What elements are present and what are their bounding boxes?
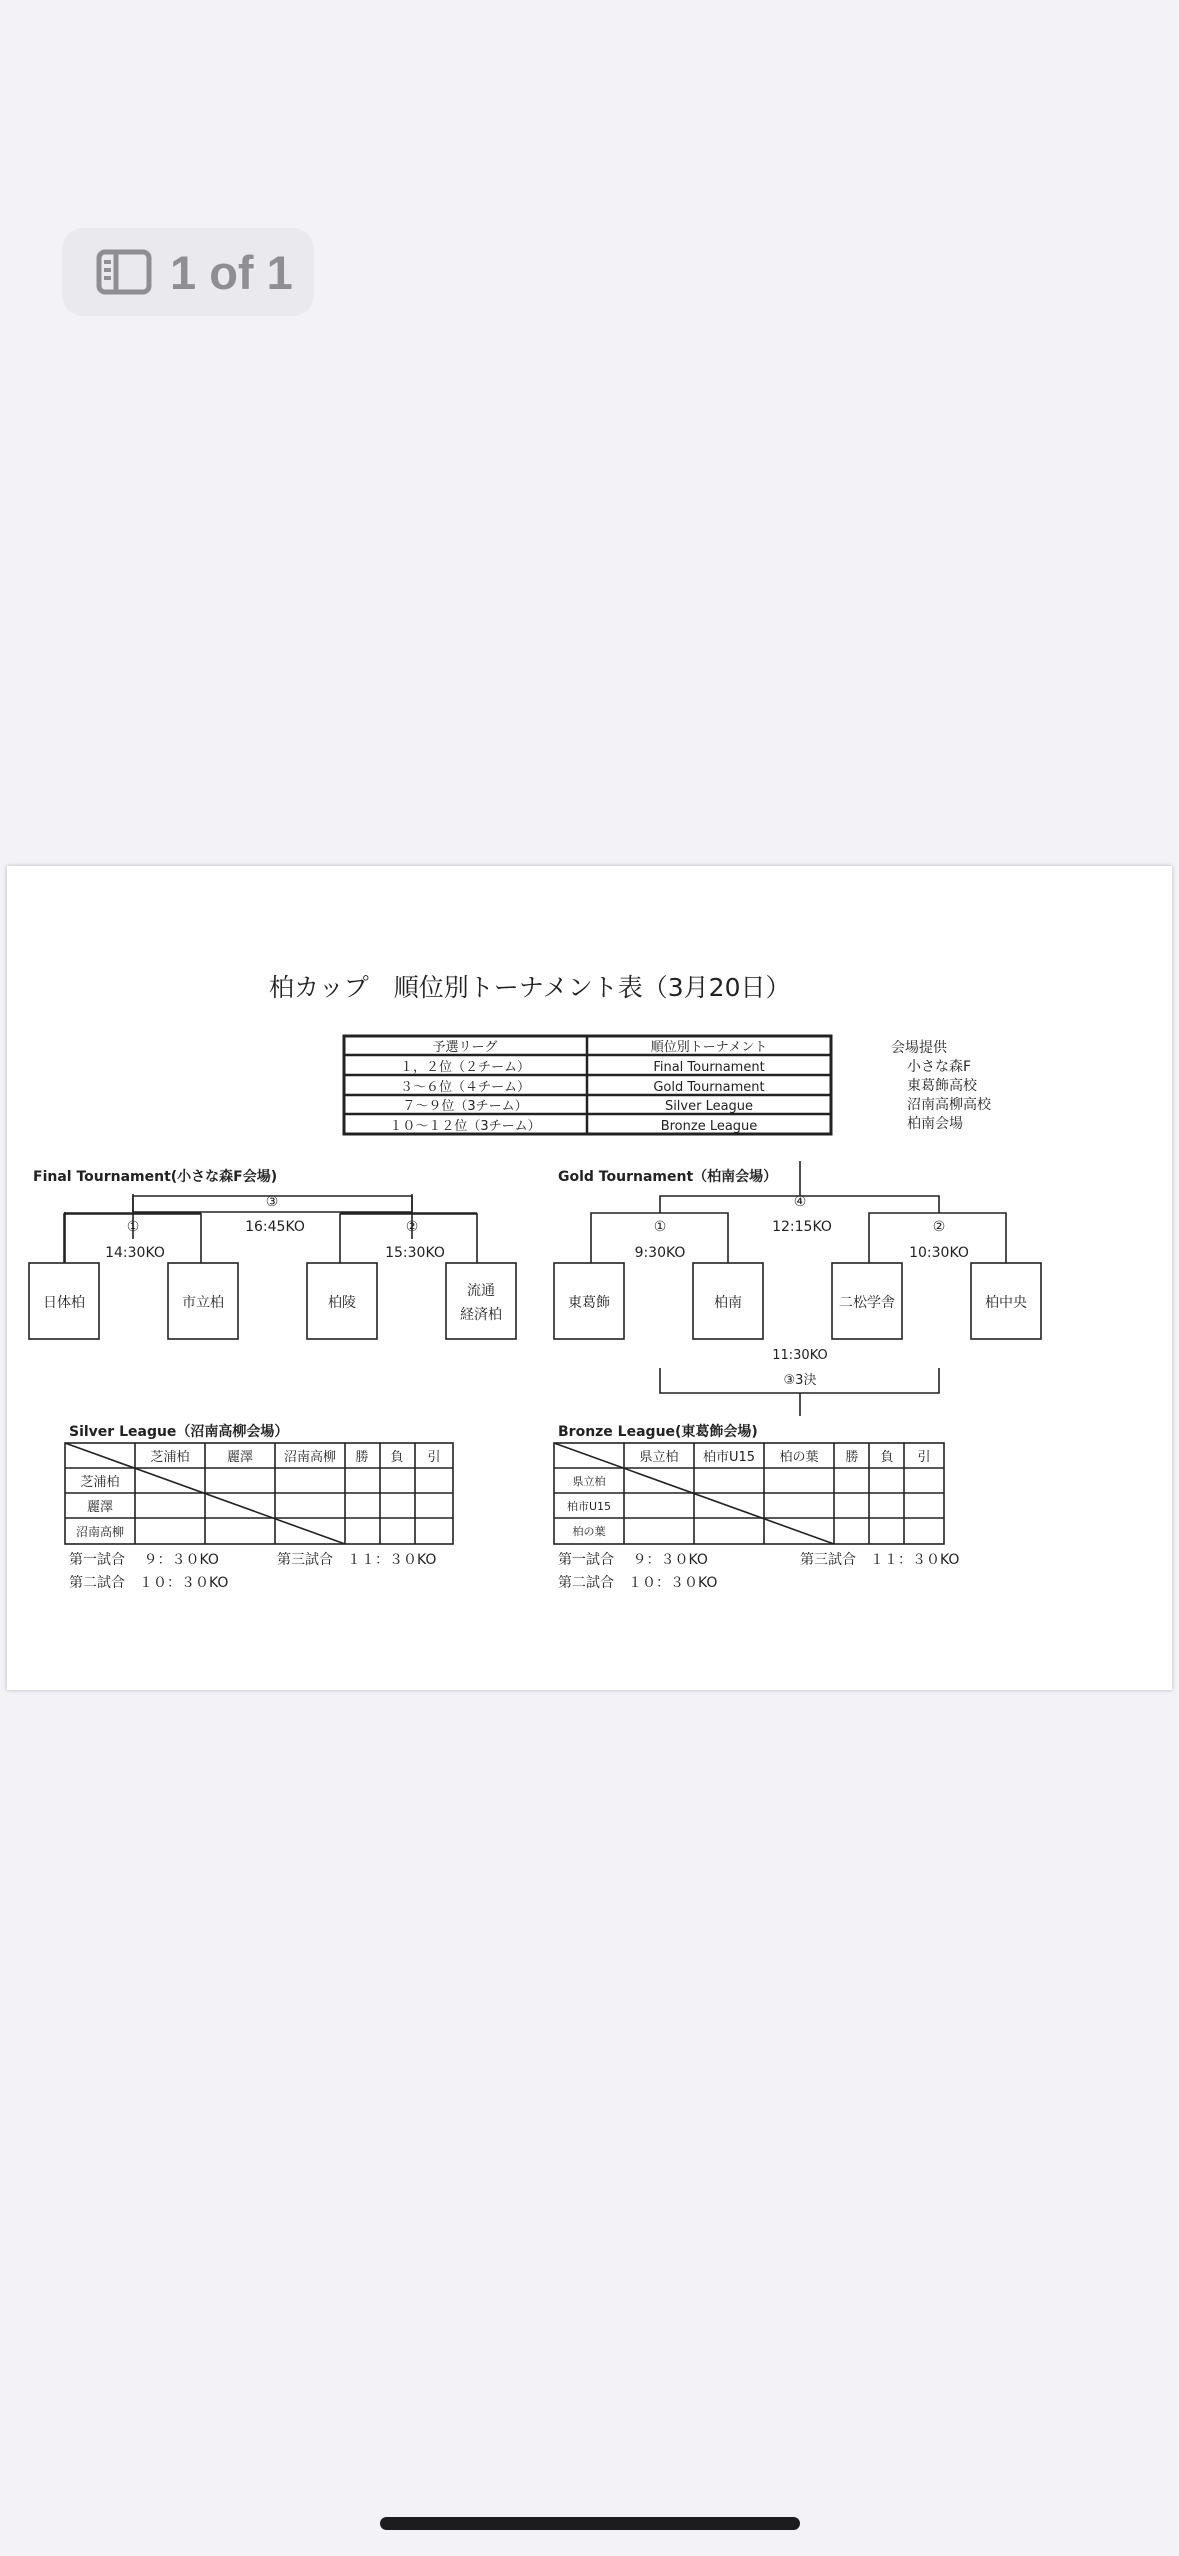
final-m2-number: ② xyxy=(405,1219,419,1235)
team-name: 経済柏 xyxy=(460,1307,502,1323)
team-name: 二松学舎 xyxy=(839,1295,895,1311)
final-match-number: ③ xyxy=(265,1194,279,1210)
league-col-header: 勝 xyxy=(845,1450,859,1465)
ranking-cell: １，２位（２チーム） xyxy=(399,1060,531,1075)
silver-league-title: Silver League（沼南高柳会場） xyxy=(69,1424,289,1440)
ranking-cell: １０～１２位（3チーム） xyxy=(389,1119,541,1134)
league-row-header: 柏の葉 xyxy=(572,1525,606,1538)
league-row-header: 芝浦柏 xyxy=(80,1475,120,1490)
bronze-match-3: 第三試合 １１：３０KO xyxy=(800,1552,960,1568)
third-place-label: ③3決 xyxy=(783,1373,817,1388)
team-name: 市立柏 xyxy=(182,1295,224,1311)
final-m1-number: ① xyxy=(126,1219,140,1235)
league-col-header: 柏市U15 xyxy=(702,1450,756,1465)
team-name: 流通 xyxy=(467,1283,495,1299)
final-m2-time: 15:30KO xyxy=(385,1245,445,1261)
ranking-cell: Silver League xyxy=(664,1099,754,1114)
bronze-match-2: 第二試合 １０：３０KO xyxy=(558,1575,718,1591)
final-m1-time: 14:30KO xyxy=(105,1245,165,1261)
gold-m1-number: ① xyxy=(653,1219,667,1235)
team-name: 柏南 xyxy=(714,1295,742,1311)
team-name: 日体柏 xyxy=(43,1295,85,1311)
page-indicator-text: 1 of 1 xyxy=(170,245,293,299)
gold-final-time: 12:15KO xyxy=(772,1219,832,1235)
league-row-header: 麗澤 xyxy=(86,1500,114,1515)
silver-match-1: 第一試合 ９：３０KO xyxy=(69,1552,219,1568)
ranking-cell: Final Tournament xyxy=(653,1060,765,1075)
sidebar-icon xyxy=(96,249,152,295)
third-place-time: 11:30KO xyxy=(772,1348,828,1363)
bronze-league-title: Bronze League(東葛飾会場) xyxy=(558,1424,758,1440)
league-row-header: 沼南高柳 xyxy=(75,1525,125,1539)
page-indicator[interactable] xyxy=(62,228,314,316)
league-col-header: 麗澤 xyxy=(226,1450,254,1465)
league-row-header: 県立柏 xyxy=(572,1475,606,1488)
venue-item: 小さな森F xyxy=(907,1059,972,1075)
team-name: 東葛飾 xyxy=(568,1295,610,1311)
final-tournament-title: Final Tournament(小さな森F会場) xyxy=(33,1169,278,1185)
document-page xyxy=(7,866,1172,1690)
venue-item: 沼南高柳高校 xyxy=(907,1097,991,1113)
league-row-header: 柏市U15 xyxy=(566,1500,612,1513)
silver-match-3: 第三試合 １１：３０KO xyxy=(277,1552,437,1568)
silver-match-2: 第二試合 １０：３０KO xyxy=(69,1575,229,1591)
league-col-header: 沼南高柳 xyxy=(283,1450,337,1465)
ranking-header-prelim: 予選リーグ xyxy=(432,1040,498,1055)
home-indicator[interactable] xyxy=(380,2517,800,2530)
document-title: 柏カップ 順位別トーナメント表（3月20日） xyxy=(269,973,791,1002)
venue-item: 柏南会場 xyxy=(907,1116,963,1132)
league-col-header: 柏の葉 xyxy=(779,1450,819,1465)
gold-m2-number: ② xyxy=(932,1219,946,1235)
league-col-header: 引 xyxy=(427,1450,441,1465)
team-name: 柏陵 xyxy=(328,1295,356,1311)
gold-tournament-title: Gold Tournament（柏南会場） xyxy=(558,1169,778,1185)
venue-item: 東葛飾高校 xyxy=(907,1078,977,1094)
league-col-header: 負 xyxy=(390,1450,404,1465)
league-col-header: 県立柏 xyxy=(639,1450,679,1465)
ranking-cell: ７～９位（3チーム） xyxy=(402,1099,528,1114)
league-col-header: 引 xyxy=(917,1450,931,1465)
ranking-cell: Bronze League xyxy=(660,1119,758,1134)
final-match-time: 16:45KO xyxy=(245,1219,305,1235)
league-col-header: 芝浦柏 xyxy=(150,1450,190,1465)
gold-m2-time: 10:30KO xyxy=(909,1245,969,1261)
venues-label: 会場提供 xyxy=(891,1040,947,1056)
gold-m1-time: 9:30KO xyxy=(634,1245,686,1261)
ranking-cell: Gold Tournament xyxy=(653,1080,765,1095)
document-canvas xyxy=(7,866,1172,1690)
gold-final-number: ④ xyxy=(793,1194,807,1210)
team-name: 柏中央 xyxy=(985,1295,1027,1311)
league-col-header: 負 xyxy=(880,1450,894,1465)
ranking-cell: ３～６位（４チーム） xyxy=(399,1080,531,1095)
league-col-header: 勝 xyxy=(355,1450,369,1465)
ranking-header-tournament: 順位別トーナメント xyxy=(650,1040,768,1055)
bronze-match-1: 第一試合 ９：３０KO xyxy=(558,1552,708,1568)
